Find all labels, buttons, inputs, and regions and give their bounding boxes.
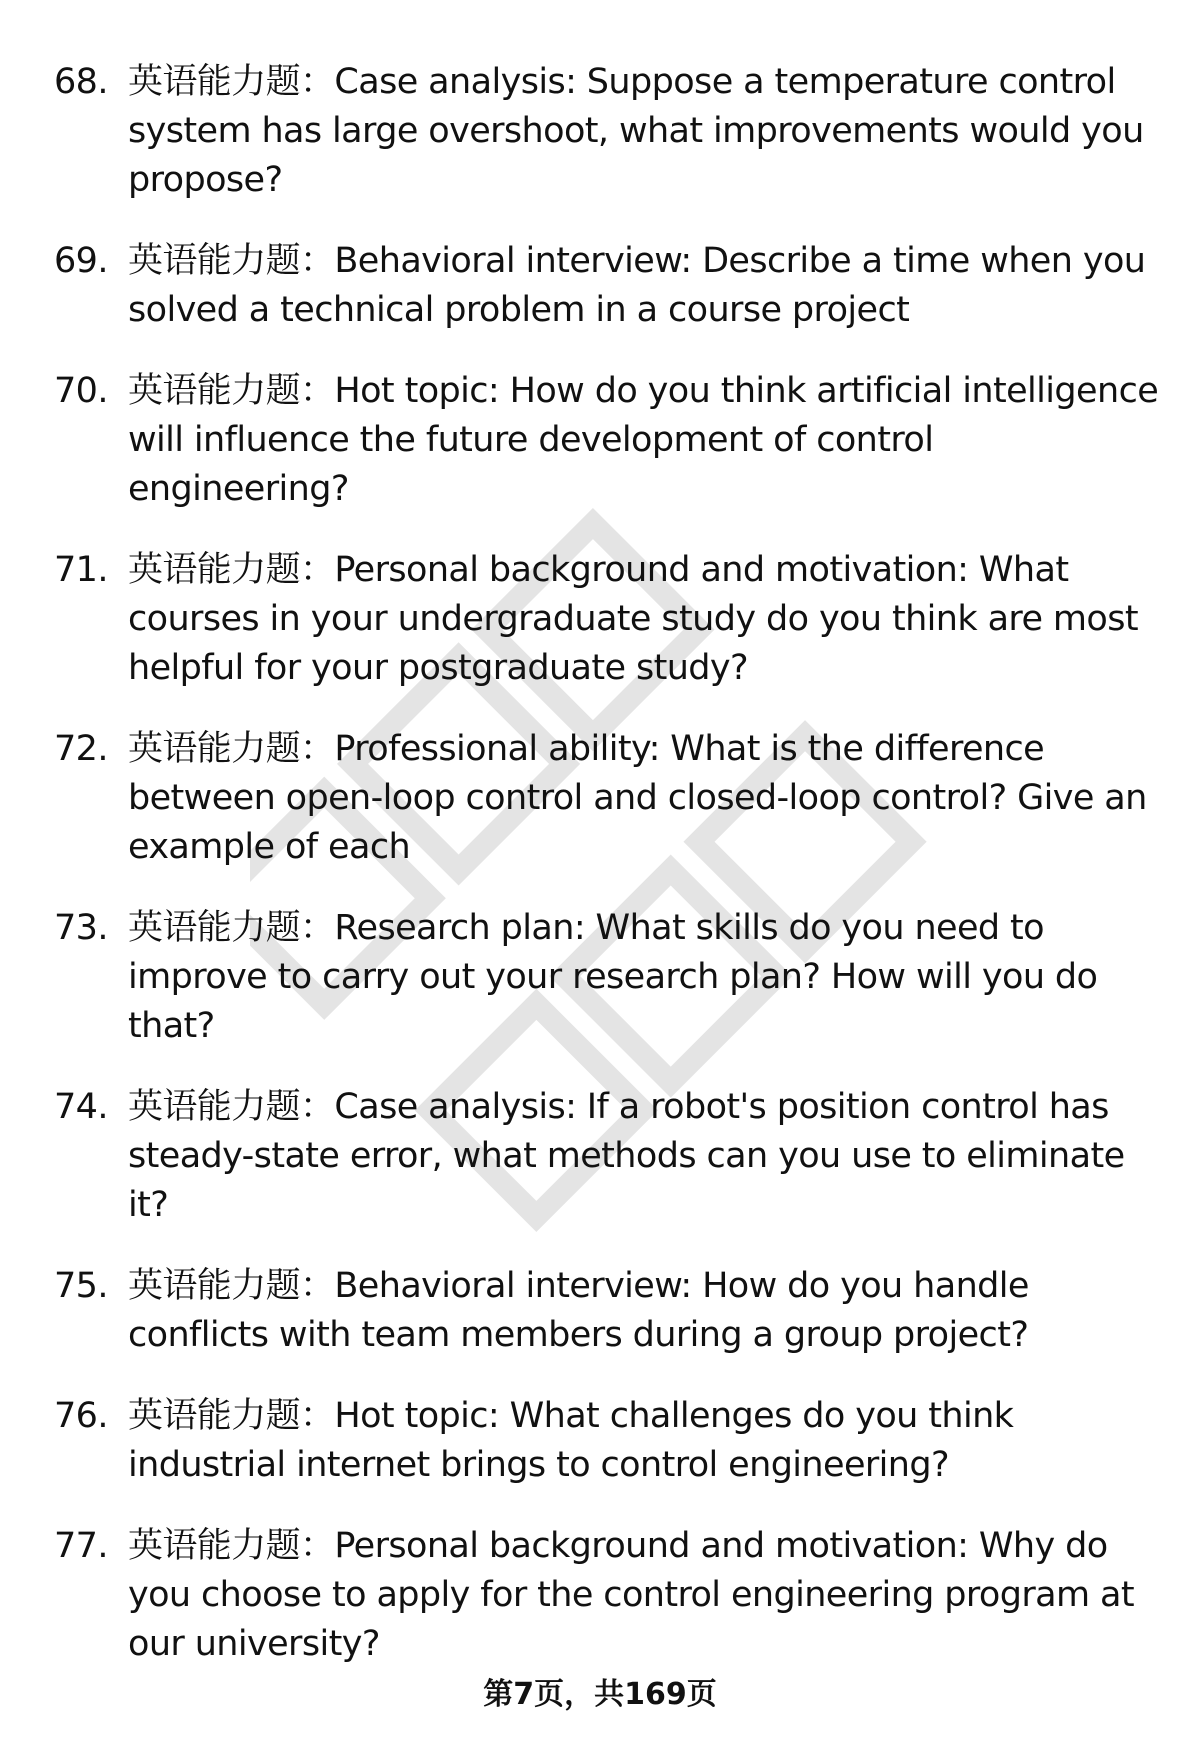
page-number: 第7页，共169页 xyxy=(483,1677,717,1712)
question-text: 英语能力题：Hot topic: How do you think artificial intelligence will influence the future development of control engineering? xyxy=(128,371,1159,509)
question-item xyxy=(0,904,1200,1051)
question-item xyxy=(0,546,1200,693)
question-number: 70. xyxy=(54,371,108,411)
question-item xyxy=(0,1392,1200,1490)
question-number: 69. xyxy=(54,241,108,281)
question-number: 68. xyxy=(54,62,108,102)
question-text: 英语能力题：Case analysis: Suppose a temperature control system has large overshoot, what improvements would you propose? xyxy=(128,62,1144,200)
question-text: 英语能力题：Behavioral interview: How do you handle conflicts with team members during a group project? xyxy=(128,1266,1029,1355)
question-text: 英语能力题：Case analysis: If a robot's position control has steady-state error, what methods can you use to eliminate it? xyxy=(128,1087,1125,1225)
question-number: 72. xyxy=(54,729,108,769)
question-number: 73. xyxy=(54,908,108,948)
question-text: 英语能力题：Personal background and motivation: What courses in your undergraduate study do you think are most helpful for your postgraduate study? xyxy=(128,550,1138,688)
question-text: 英语能力题：Hot topic: What challenges do you think industrial internet brings to control engineering? xyxy=(128,1396,1014,1485)
question-item xyxy=(0,237,1200,335)
question-item xyxy=(0,1083,1200,1230)
question-text: 英语能力题：Personal background and motivation: Why do you choose to apply for the control engineering program at our university? xyxy=(128,1526,1134,1664)
question-item xyxy=(0,1262,1200,1360)
question-number: 77. xyxy=(54,1526,108,1566)
question-text: 英语能力题：Professional ability: What is the difference between open-loop control and closed-loop control? Give an example of each xyxy=(128,729,1147,867)
question-item xyxy=(0,1522,1200,1669)
question-item xyxy=(0,725,1200,872)
question-item xyxy=(0,58,1200,205)
question-text: 英语能力题：Research plan: What skills do you need to improve to carry out your research plan? How will you do that? xyxy=(128,908,1098,1046)
question-number: 76. xyxy=(54,1396,108,1436)
question-number: 75. xyxy=(54,1266,108,1306)
question-list xyxy=(0,58,1200,1701)
question-item xyxy=(0,367,1200,514)
question-number: 74. xyxy=(54,1087,108,1127)
question-text: 英语能力题：Behavioral interview: Describe a time when you solved a technical problem in a course project xyxy=(128,241,1146,330)
question-number: 71. xyxy=(54,550,108,590)
